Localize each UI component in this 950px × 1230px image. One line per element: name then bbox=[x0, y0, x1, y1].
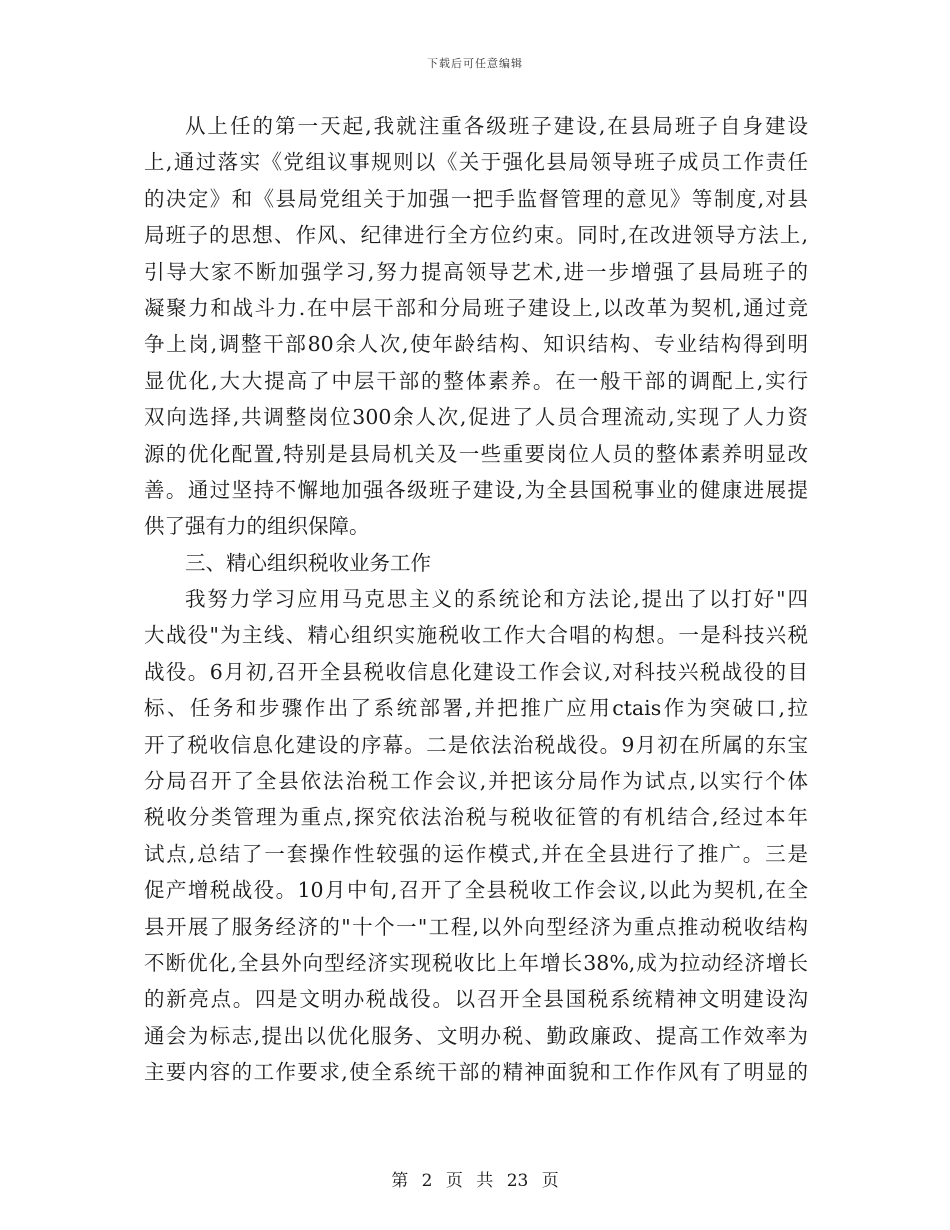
text-line: 善。通过坚持不懈地加强各级班子建设,为全县国税事业的健康进展提 bbox=[144, 477, 808, 502]
text-line: 供了强有力的组织保障。 bbox=[144, 514, 370, 539]
text-line: 促产增税战役。10月中旬,召开了全县税收工作会议,以此为契机,在全 bbox=[144, 878, 808, 903]
text-line: 不断优化,全县外向型经济实现税收比上年增长38%,成为拉动经济增长 bbox=[144, 950, 808, 975]
text-line: 局班子的思想、作风、纪律进行全方位约束。同时,在改进领导方法上, bbox=[144, 223, 808, 248]
text-line: 分局召开了全县依法治税工作会议,并把该分局作为试点,以实行个体 bbox=[144, 769, 808, 794]
text-line: 三、精心组织税收业务工作 bbox=[185, 550, 431, 575]
text-line: 显优化,大大提高了中层干部的整体素养。在一般干部的调配上,实行 bbox=[144, 368, 808, 393]
document-body bbox=[144, 108, 808, 1091]
text-line: 税收分类管理为重点,探究依法治税与税收征管的有机结合,经过本年 bbox=[144, 805, 808, 830]
header-note: 下载后可任意编辑 bbox=[427, 57, 523, 70]
text-line: 上,通过落实《党组议事规则以《关于强化县局领导班子成员工作责任 bbox=[144, 150, 808, 175]
text-line: 凝聚力和战斗力.在中层干部和分局班子建设上,以改革为契机,通过竞 bbox=[144, 295, 808, 320]
text-line: 开了税收信息化建设的序幕。二是依法治税战役。9月初在所属的东宝 bbox=[144, 732, 808, 757]
text-line: 县开展了服务经济的"十个一"工程,以外向型经济为重点推动税收结构 bbox=[144, 914, 808, 939]
page-number-footer: 第 2 页 共 23 页 bbox=[391, 1171, 559, 1191]
text-line: 争上岗,调整干部80余人次,使年龄结构、知识结构、专业结构得到明 bbox=[144, 332, 808, 357]
text-line: 从上任的第一天起,我就注重各级班子建设,在县局班子自身建设 bbox=[185, 114, 808, 138]
text-line: 大战役"为主线、精心组织实施税收工作大合唱的构想。一是科技兴税 bbox=[144, 623, 808, 648]
text-line: 引导大家不断加强学习,努力提高领导艺术,进一步增强了县局班子的 bbox=[144, 259, 808, 284]
text-line: 的决定》和《县局党组关于加强一把手监督管理的意见》等制度,对县 bbox=[144, 186, 808, 211]
text-line: 通会为标志,提出以优化服务、文明办税、勤政廉政、提高工作效率为 bbox=[144, 1023, 808, 1048]
text-line: 的新亮点。四是文明办税战役。以召开全县国税系统精神文明建设沟 bbox=[144, 987, 808, 1012]
text-line: 主要内容的工作要求,使全系统干部的精神面貌和工作作风有了明显的 bbox=[144, 1060, 808, 1085]
text-line: 试点,总结了一套操作性较强的运作模式,并在全县进行了推广。三是 bbox=[144, 841, 808, 866]
text-line: 战役。6月初,召开全县税收信息化建设工作会议,对科技兴税战役的目 bbox=[144, 659, 808, 684]
text-line: 标、任务和步骤作出了系统部署,并把推广应用ctais作为突破口,拉 bbox=[144, 696, 808, 721]
text-line: 我努力学习应用马克思主义的系统论和方法论,提出了以打好"四 bbox=[185, 587, 808, 612]
text-line: 双向选择,共调整岗位300余人次,促进了人员合理流动,实现了人力资 bbox=[144, 405, 808, 430]
text-line: 源的优化配置,特别是县局机关及一些重要岗位人员的整体素养明显改 bbox=[144, 441, 808, 466]
